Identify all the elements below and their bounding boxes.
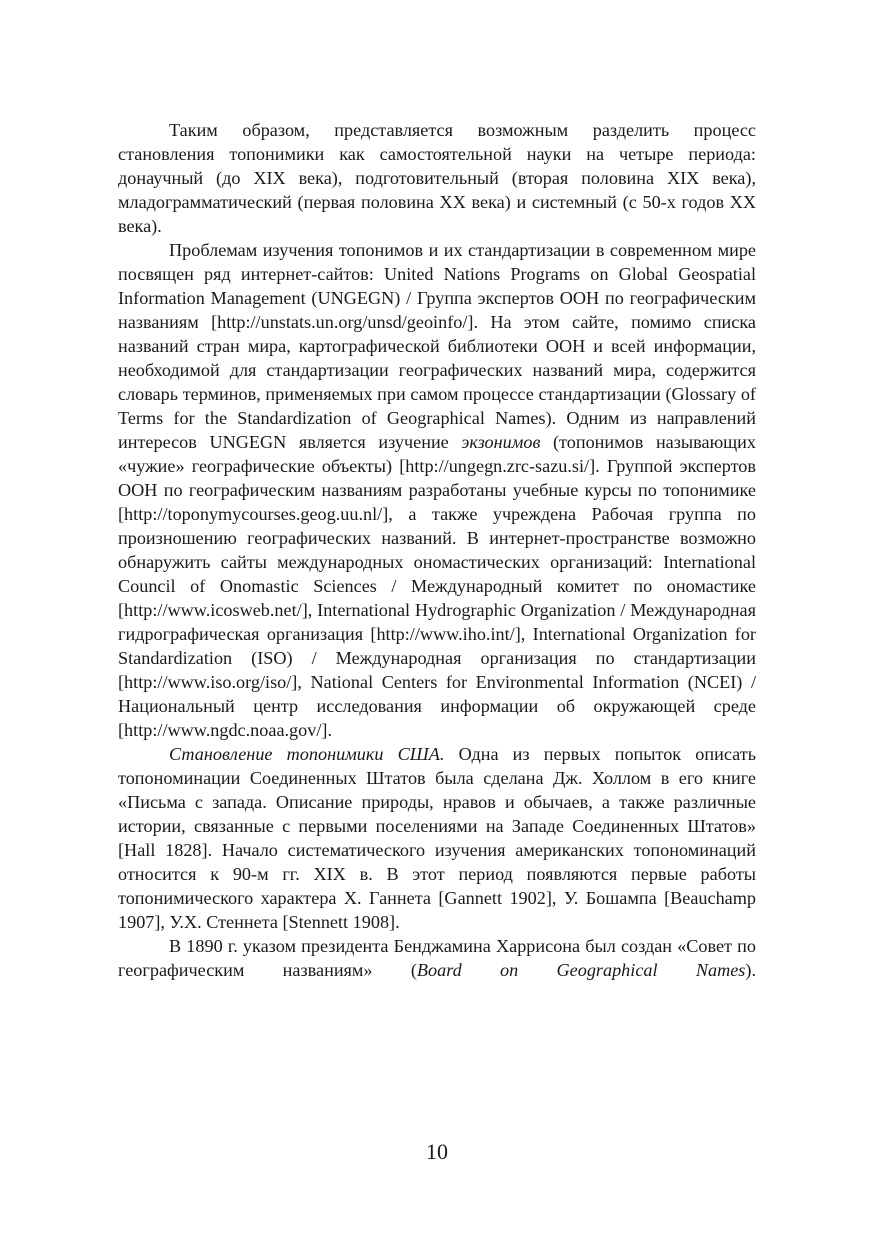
paragraph-text: Одна из первых попыток описать топономинации Соединенных Штатов была сделана Дж. Холлом в его книге «Письма с запада. Описание природы, нравов и обычаев, а также различные истории, связанные с первыми поселениями на Западе Соединенных Штатов» [Hall 1828]. Начало систематического изучения американских топономинаций относится к 90-м гг. XIX в. В этот период появляются первые работы топонимического характера Х. Ганнета [Gannett 1902], У. Бошампа [Beauchamp 1907], У.Х. Стеннета [Stennett 1908]. (118, 744, 756, 932)
emphasis-term: экзонимов (461, 432, 541, 452)
page-number: 10 (426, 1139, 448, 1164)
paragraph-text: (топонимов называющих «чужие» географические объекты) [http://ungegn.zrc-sazu.si/]. Группой экспертов ООН по географическим названиям разработаны учебные курсы по топонимике [http://toponymycourses.geog.uu.nl/], а также учреждена Рабочая группа по произношению географических названий. В интернет-пространстве возможно обнаружить сайты международных ономастических организаций: International Council of Onomastic Sciences / Международный комитет по ономастике [http://www.icosweb.net/], International Hydrographic Organization / Международная гидрографическая организация [http://www.iho.int/], International Organization for Standardization (ISO) / Международная организация по стандартизации [http://www.iso.org/iso/], National Centers for Environmental Information (NCEI) / Национальный центр исследования информации об окружающей среде [http://www.ngdc.noaa.gov/]. (118, 432, 756, 740)
section-heading-inline: Становление топонимики США. (169, 744, 445, 764)
paragraph-text: В 1890 г. указом президента Бенджамина Харрисона был создан «Совет по географическим названиям» ( (118, 936, 756, 980)
paragraph-periods (118, 118, 756, 238)
paragraph-board (118, 934, 756, 982)
paragraph-text: Проблемам изучения топонимов и их стандартизации в современном мире посвящен ряд интернет-сайтов: United Nations Programs on Global Geospatial Information Management (UNGEGN) / Группа экспертов ООН по географическим названиям [http://unstats.un.org/unsd/geoinfo/]. На этом сайте, помимо списка названий стран мира, картографической библиотеки ООН и всей информации, необходимой для стандартизации географических названий мира, содержится словарь терминов, применяемых при самом процессе стандартизации (Glossary of Terms for the Standardization of Geographical Names). Одним из направлений интересов UNGEGN является изучение (118, 240, 756, 452)
paragraph-usa-toponymy (118, 742, 756, 934)
paragraph-text: Таким образом, представляется возможным разделить процесс становления топонимики как самостоятельной науки на четыре периода: донаучный (до XIX века), подготовительный (вторая половина XIX века), младограмматический (первая половина XX века) и системный (с 50-х годов XX века). (118, 120, 756, 236)
paragraph-text: ). (745, 960, 756, 980)
page-body (118, 118, 756, 982)
paragraph-websites (118, 238, 756, 742)
emphasis-term: Board on Geographical Names (416, 960, 746, 980)
